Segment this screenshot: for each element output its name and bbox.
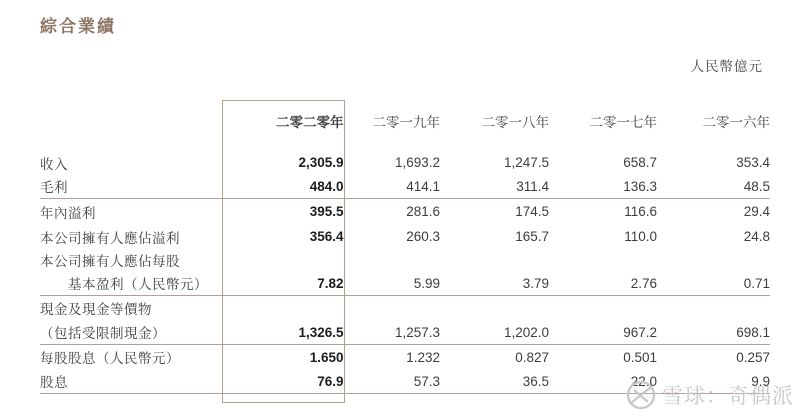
row-label: 現金及現金等價物	[40, 302, 152, 318]
cell-value: 1,247.5	[503, 155, 549, 170]
table-header-row	[40, 101, 770, 151]
cell-value	[549, 249, 657, 272]
cell-value	[222, 296, 344, 321]
cell-value: 484.0	[222, 175, 344, 199]
cell-value: 1.232	[406, 349, 440, 365]
page-title: 綜合業績	[40, 17, 116, 36]
cell-value: 29.4	[743, 204, 770, 220]
table-row-cash-line1	[40, 296, 770, 321]
cell-value: 22.0	[549, 370, 657, 394]
cell-value: 1.650	[222, 345, 344, 370]
row-label: 股息	[40, 370, 222, 394]
cell-value: 165.7	[515, 229, 549, 244]
cell-value	[344, 249, 440, 272]
cell-value: 36.5	[440, 370, 549, 394]
cell-value: 967.2	[549, 321, 657, 345]
cell-value: 116.6	[624, 204, 657, 220]
header-empty-cell	[40, 101, 222, 151]
cell-value: 7.82	[222, 272, 344, 296]
column-header-2016: 二零一六年	[702, 114, 770, 130]
table-row-dividend-per-share	[40, 345, 770, 370]
cell-value: 110.0	[624, 229, 657, 244]
cell-value	[657, 249, 770, 272]
cell-value	[440, 249, 549, 272]
cell-value: 24.8	[743, 229, 770, 244]
cell-value: 9.9	[657, 370, 770, 394]
cell-value: 1,693.2	[394, 155, 440, 170]
row-label: （包括受限制現金）	[40, 321, 222, 345]
cell-value: 136.3	[549, 175, 657, 199]
column-header-2017: 二零一七年	[589, 114, 657, 130]
table-row-eps-line1	[40, 249, 770, 272]
cell-value: 260.3	[406, 229, 440, 244]
financial-summary-table	[40, 100, 770, 403]
cell-value: 395.5	[222, 199, 344, 225]
cell-value: 281.6	[406, 204, 440, 220]
cell-value: 1,326.5	[222, 321, 344, 345]
row-label: 基本盈利（人民幣元）	[40, 272, 222, 296]
cell-value: 174.5	[515, 204, 549, 220]
row-label: 本公司擁有人應佔每股	[40, 254, 180, 269]
highlight-box-bottom	[222, 394, 344, 403]
cell-value: 0.71	[657, 272, 770, 296]
cell-value: 356.4	[222, 225, 344, 249]
cell-value	[344, 296, 440, 321]
table-row-dividends	[40, 370, 770, 394]
cell-value: 658.7	[623, 155, 657, 170]
table-row-profit-attributable	[40, 225, 770, 249]
cell-value: 76.9	[222, 370, 344, 394]
row-label: 毛利	[40, 175, 222, 199]
row-label: 年內溢利	[40, 205, 96, 221]
cell-value: 353.4	[736, 155, 770, 170]
cell-value: 414.1	[344, 175, 440, 199]
column-header-2020: 二零二零年	[222, 101, 344, 151]
cell-value: 0.827	[515, 349, 549, 365]
row-label: 每股股息（人民幣元）	[40, 351, 180, 367]
column-header-2018: 二零一八年	[481, 114, 549, 130]
cell-value	[657, 296, 770, 321]
table-row-eps-line2	[40, 272, 770, 296]
row-label: 本公司擁有人應佔溢利	[40, 230, 180, 246]
cell-value	[549, 296, 657, 321]
cell-value: 5.99	[344, 272, 440, 296]
cell-value: 2,305.9	[222, 151, 344, 175]
cell-value: 57.3	[344, 370, 440, 394]
cell-value: 2.76	[549, 272, 657, 296]
watermark-text: 雪球：奇偶派	[662, 385, 794, 408]
cell-value: 3.79	[440, 272, 549, 296]
cell-value: 0.257	[736, 349, 770, 365]
table-row-revenue	[40, 151, 770, 175]
table-row-profit-for-year	[40, 199, 770, 225]
column-header-2019: 二零一九年	[372, 114, 440, 130]
table-row-cash-line2	[40, 321, 770, 345]
cell-value: 311.4	[440, 175, 549, 199]
cell-value	[440, 296, 549, 321]
currency-unit-label: 人民幣億元	[690, 59, 763, 74]
cell-value: 1,202.0	[440, 321, 549, 345]
cell-value: 698.1	[657, 321, 770, 345]
cell-value: 0.501	[623, 349, 657, 365]
cell-value	[222, 249, 344, 272]
cell-value: 48.5	[657, 175, 770, 199]
cell-value: 1,257.3	[344, 321, 440, 345]
row-label: 收入	[40, 156, 68, 172]
table-box-footer-row	[40, 394, 770, 403]
table-row-gross-profit	[40, 175, 770, 199]
